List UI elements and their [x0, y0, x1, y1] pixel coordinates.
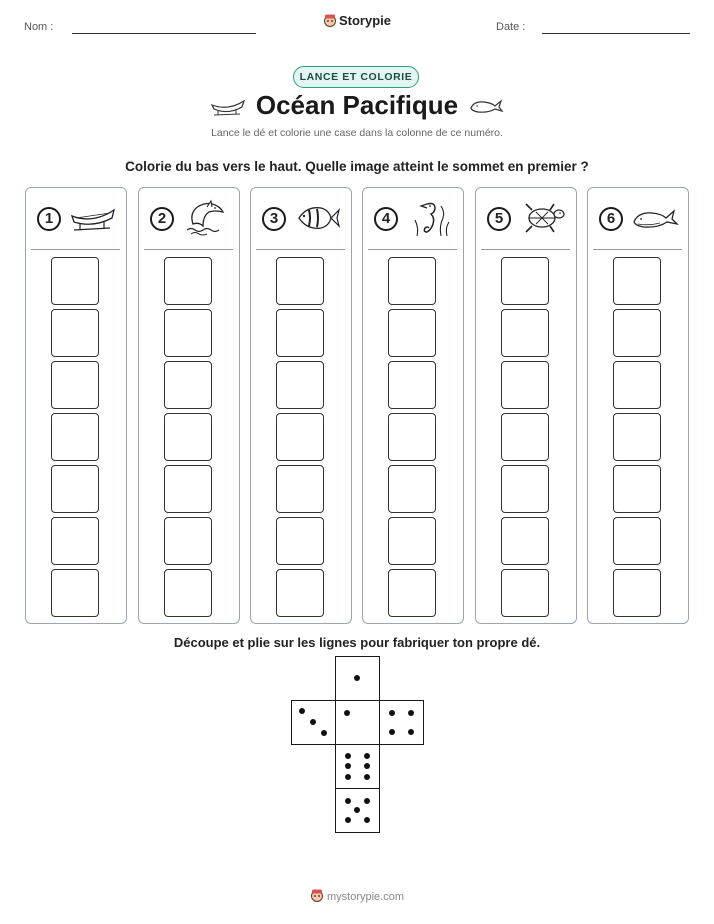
color-box[interactable] [388, 517, 436, 565]
column-number: 5 [487, 207, 511, 231]
color-box[interactable] [613, 517, 661, 565]
page-subtitle: Lance le dé et colorie une case dans la colonne de ce numéro. [211, 127, 503, 139]
whale-decoration-icon [468, 96, 504, 116]
dice-face-6 [335, 744, 380, 789]
date-label: Date : [496, 21, 526, 33]
color-box[interactable] [51, 257, 99, 305]
color-box[interactable] [388, 465, 436, 513]
color-box[interactable] [276, 517, 324, 565]
color-box[interactable] [388, 309, 436, 357]
color-box[interactable] [164, 465, 212, 513]
color-box[interactable] [613, 361, 661, 409]
color-box[interactable] [613, 569, 661, 617]
color-box[interactable] [164, 413, 212, 461]
color-box[interactable] [164, 517, 212, 565]
column-number: 3 [262, 207, 286, 231]
color-box[interactable] [613, 309, 661, 357]
dice-face-1 [335, 700, 380, 745]
color-box[interactable] [388, 413, 436, 461]
column-1 [25, 187, 127, 624]
color-box[interactable] [51, 569, 99, 617]
whale-icon [630, 198, 680, 238]
color-box[interactable] [276, 361, 324, 409]
column-5 [475, 187, 577, 624]
color-box[interactable] [51, 413, 99, 461]
color-box[interactable] [388, 361, 436, 409]
dice-face-5 [335, 788, 380, 833]
dolphin-icon [181, 198, 231, 238]
color-box[interactable] [501, 413, 549, 461]
storypie-mascot-icon [323, 13, 337, 27]
cut-instruction: Découpe et plie sur les lignes pour fabriquer ton propre dé. [173, 635, 541, 650]
turtle-icon [518, 198, 568, 238]
color-box[interactable] [501, 309, 549, 357]
color-box[interactable] [388, 569, 436, 617]
color-box[interactable] [276, 257, 324, 305]
color-box[interactable] [501, 569, 549, 617]
color-box[interactable] [276, 465, 324, 513]
color-box[interactable] [613, 257, 661, 305]
brand-logo [0, 13, 714, 28]
color-box[interactable] [388, 257, 436, 305]
dice-face-4 [379, 700, 424, 745]
name-label: Nom : [24, 21, 54, 33]
column-number: 1 [37, 207, 61, 231]
activity-badge: LANCE ET COLORIE [293, 66, 419, 88]
canoe-icon [68, 198, 118, 238]
color-box[interactable] [613, 465, 661, 513]
color-box[interactable] [276, 569, 324, 617]
name-line [72, 33, 256, 34]
color-box[interactable] [164, 361, 212, 409]
color-box[interactable] [613, 413, 661, 461]
color-box[interactable] [164, 569, 212, 617]
color-box[interactable] [51, 309, 99, 357]
column-4 [362, 187, 464, 624]
column-number: 4 [374, 207, 398, 231]
storypie-mascot-icon [310, 888, 324, 902]
game-instruction: Colorie du bas vers le haut. Quelle image atteint le sommet en premier ? [125, 159, 589, 174]
color-box[interactable] [501, 465, 549, 513]
footer [0, 888, 714, 903]
color-box[interactable] [276, 309, 324, 357]
column-6 [587, 187, 689, 624]
dice-face-1 [335, 656, 380, 701]
fish-icon [293, 198, 343, 238]
color-box[interactable] [51, 517, 99, 565]
color-box[interactable] [51, 465, 99, 513]
color-box[interactable] [51, 361, 99, 409]
brand-name: Storypie [338, 13, 391, 28]
footer-url[interactable]: mystorypie.com [326, 891, 405, 903]
column-2 [138, 187, 240, 624]
dice-face-3 [291, 700, 336, 745]
color-box[interactable] [276, 413, 324, 461]
color-box[interactable] [164, 309, 212, 357]
column-number: 2 [150, 207, 174, 231]
color-box[interactable] [501, 361, 549, 409]
color-box[interactable] [164, 257, 212, 305]
color-box[interactable] [501, 517, 549, 565]
color-box[interactable] [501, 257, 549, 305]
column-3 [250, 187, 352, 624]
column-number: 6 [599, 207, 623, 231]
seahorse-icon [405, 198, 455, 238]
page-title: Océan Pacifique [255, 90, 459, 120]
date-line [542, 33, 690, 34]
